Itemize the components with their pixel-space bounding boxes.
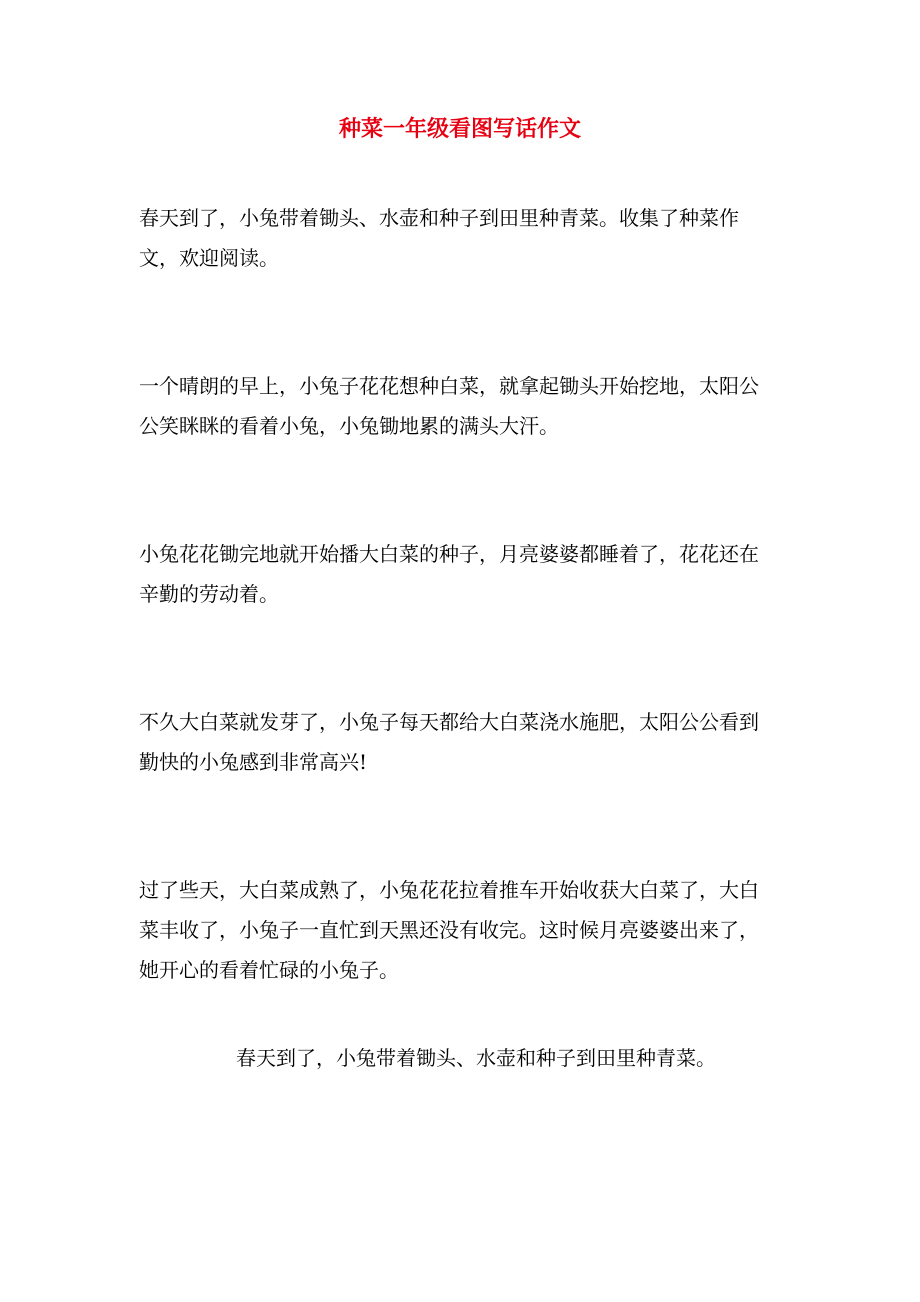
document-title: 种菜一年级看图写话作文 (338, 116, 581, 142)
paragraph-intro: 春天到了，小兔带着锄头、水壶和种子到田里种青菜。收集了种菜作文，欢迎阅读。 (139, 206, 739, 270)
closing-line: 春天到了，小兔带着锄头、水壶和种子到田里种青菜。 (236, 1046, 716, 1070)
paragraph-harvest: 过了些天，大白菜成熟了，小兔花花拉着推车开始收获大白菜了，大白菜丰收了，小兔子一直忙到天黑还没有收完。这时候月亮婆婆出来了，她开心的看着忙碌的小兔子。 (139, 878, 759, 982)
paragraph-sprouting: 不久大白菜就发芽了，小兔子每天都给大白菜浇水施肥，太阳公公看到勤快的小兔感到非常高兴! (139, 710, 759, 774)
paragraph-digging: 一个晴朗的早上，小兔子花花想种白菜，就拿起锄头开始挖地，太阳公公笑眯眯的看着小兔，小兔锄地累的满头大汗。 (139, 374, 759, 438)
paragraph-sowing: 小兔花花锄完地就开始播大白菜的种子，月亮婆婆都睡着了，花花还在辛勤的劳动着。 (139, 542, 759, 606)
